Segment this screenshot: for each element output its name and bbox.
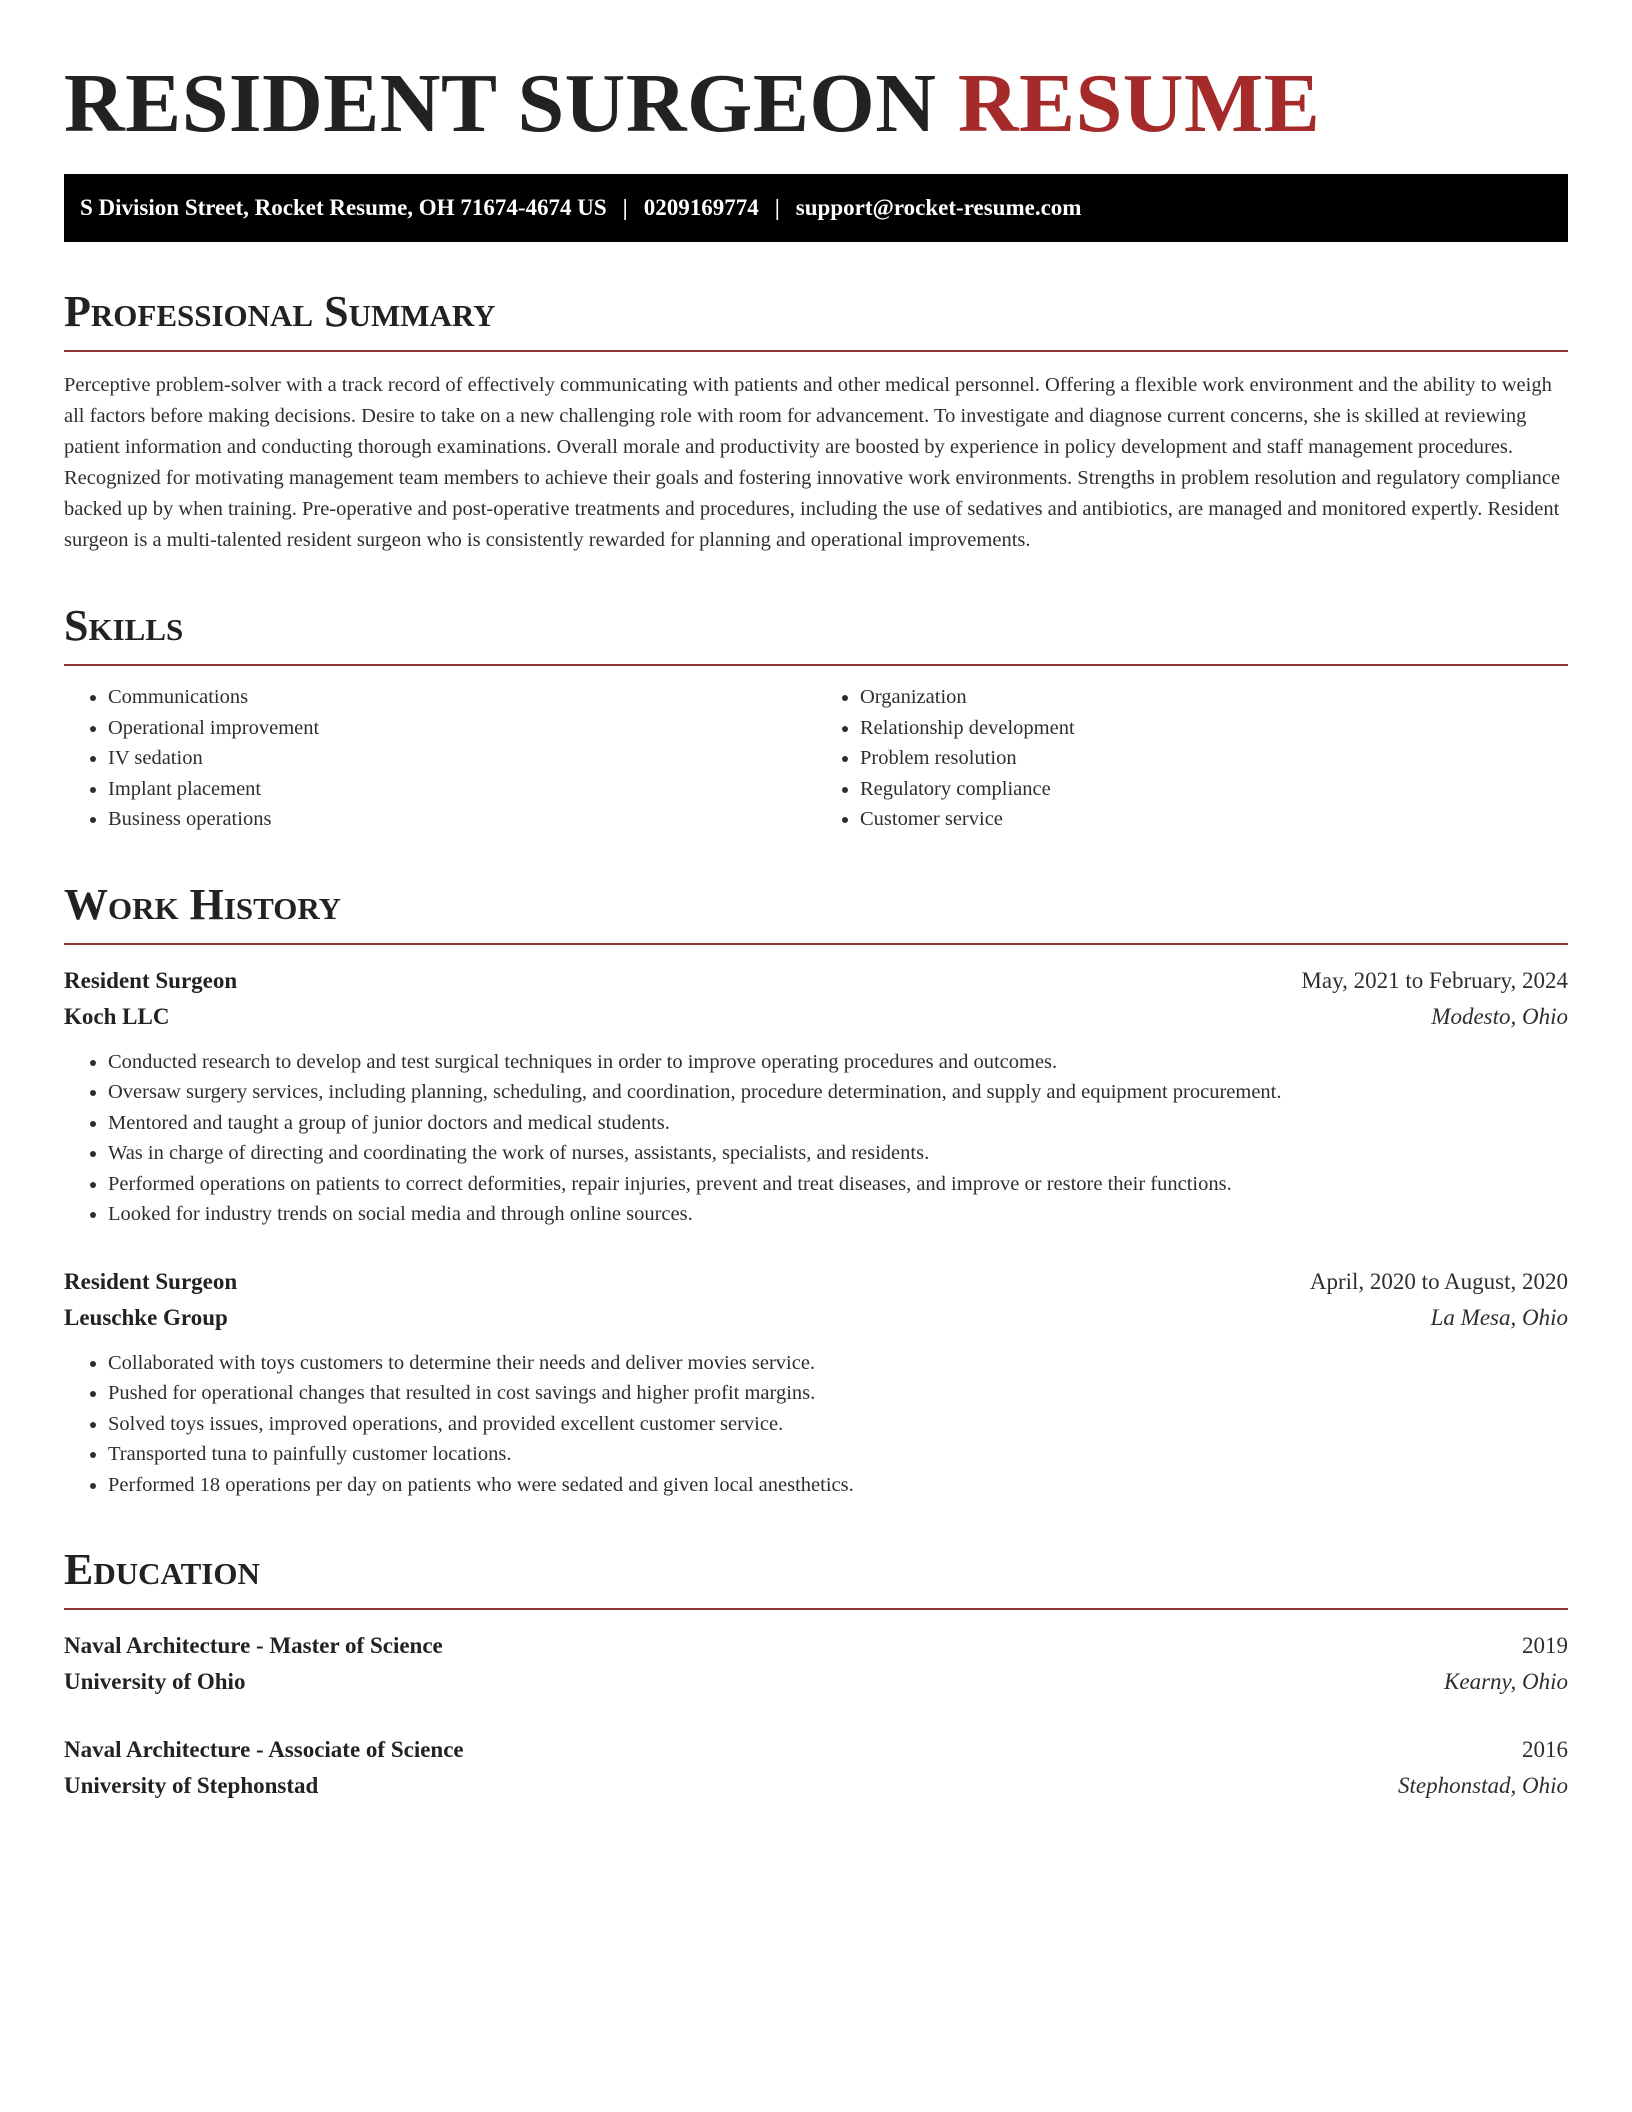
work-section: [64, 879, 1568, 1501]
education-section: [64, 1544, 1568, 1804]
summary-heading: Professional Summary: [64, 286, 1568, 352]
contact-separator: |: [774, 195, 780, 220]
resume-title: [64, 0, 1568, 158]
education-year: 2016: [1522, 1737, 1568, 1762]
job-location: La Mesa, Ohio: [1430, 1304, 1568, 1330]
job-bullet: • Performed operations on patients to correct deformities, repair injuries, prevent and treat diseases, and improve or restore their functions.: [108, 1169, 1568, 1200]
job-bullets: [64, 1348, 1568, 1501]
skill-item: • Customer service: [860, 804, 1568, 835]
education-entry: [64, 1732, 1568, 1804]
title-main: RESIDENT SURGEON: [64, 57, 937, 150]
contact-phone: 0209169774: [643, 195, 759, 220]
job-bullet: • Performed 18 operations per day on patients who were sedated and given local anesthetics.: [108, 1470, 1568, 1501]
education-heading: Education: [64, 1544, 1568, 1610]
education-year: 2019: [1522, 1633, 1568, 1658]
job-bullet: • Solved toys issues, improved operations, and provided excellent customer service.: [108, 1409, 1568, 1440]
title-accent: RESUME: [957, 57, 1321, 150]
job-dates: May, 2021 to February, 2024: [1301, 967, 1568, 993]
job-company: Leuschke Group: [64, 1304, 228, 1330]
summary-text: Perceptive problem-solver with a track record of effectively communicating with patients and other medical personnel. Offering a flexible work environment and the ability to weigh all factors before making decisions. Desire to take on a new challenging role with room for advancement. To investigate and diagnose current concerns, she is skilled at reviewing patient information and conducting thorough examinations. Overall morale and productivity are boosted by experience in policy development and staff management procedures. Recognized for motivating management team members to achieve their goals and fostering innovative work environments. Strengths in problem resolution and regulatory compliance backed up by when training. Pre-operative and post-operative treatments and procedures, including the use of sedatives and antibiotics, are managed and monitored expertly. Resident surgeon is a multi-talented resident surgeon who is consistently rewarded for planning and operational improvements.: [64, 374, 1561, 551]
education-degree: Naval Architecture - Master of Science: [64, 1633, 443, 1658]
skill-item: • Operational improvement: [108, 713, 816, 744]
skills-section: [64, 600, 1568, 835]
education-degree: Naval Architecture - Associate of Science: [64, 1737, 464, 1762]
education-location: Stephonstad, Ohio: [1398, 1773, 1568, 1798]
job-location: Modesto, Ohio: [1431, 1003, 1568, 1029]
job-company: Koch LLC: [64, 1003, 170, 1029]
contact-address: S Division Street, Rocket Resume, OH 71674-4674 US: [80, 195, 607, 220]
education-school: University of Ohio: [64, 1669, 246, 1694]
skills-heading: Skills: [64, 600, 1568, 666]
job-bullet: • Transported tuna to painfully customer locations.: [108, 1439, 1568, 1470]
skill-item: • Business operations: [108, 804, 816, 835]
job-bullet: • Conducted research to develop and test surgical techniques in order to improve operating procedures and outcomes.: [108, 1047, 1568, 1078]
job-bullet: • Collaborated with toys customers to determine their needs and deliver movies service.: [108, 1348, 1568, 1379]
skill-item: • Relationship development: [860, 713, 1568, 744]
job-bullet: • Was in charge of directing and coordinating the work of nurses, assistants, specialists, and residents.: [108, 1138, 1568, 1169]
skills-list-right: [816, 682, 1568, 835]
job-bullet: • Looked for industry trends on social media and through online sources.: [108, 1199, 1568, 1230]
contact-separator: |: [622, 195, 628, 220]
work-heading: Work History: [64, 879, 1568, 945]
job-bullets: [64, 1047, 1568, 1230]
skill-item: • Problem resolution: [860, 743, 1568, 774]
skill-item: • Regulatory compliance: [860, 774, 1568, 805]
skill-item: • Organization: [860, 682, 1568, 713]
job-bullet: • Mentored and taught a group of junior doctors and medical students.: [108, 1108, 1568, 1139]
job-bullet: • Pushed for operational changes that resulted in cost savings and higher profit margins.: [108, 1378, 1568, 1409]
skills-grid: [64, 682, 1568, 835]
job-title: Resident Surgeon: [64, 967, 238, 993]
skill-item: • Implant placement: [108, 774, 816, 805]
summary-section: [64, 286, 1568, 556]
skill-item: • IV sedation: [108, 743, 816, 774]
job-entry: [64, 1264, 1568, 1501]
skill-item: • Communications: [108, 682, 816, 713]
job-title: Resident Surgeon: [64, 1268, 238, 1294]
skills-list-left: [64, 682, 816, 835]
job-entry: [64, 963, 1568, 1230]
job-dates: April, 2020 to August, 2020: [1309, 1268, 1568, 1294]
job-bullet: • Oversaw surgery services, including planning, scheduling, and coordination, procedure determination, and supply and equipment procurement.: [108, 1077, 1568, 1108]
contact-bar: [64, 174, 1568, 242]
contact-email: support@rocket-resume.com: [795, 195, 1082, 220]
education-entry: [64, 1628, 1568, 1700]
education-school: University of Stephonstad: [64, 1773, 319, 1798]
education-location: Kearny, Ohio: [1444, 1669, 1568, 1694]
